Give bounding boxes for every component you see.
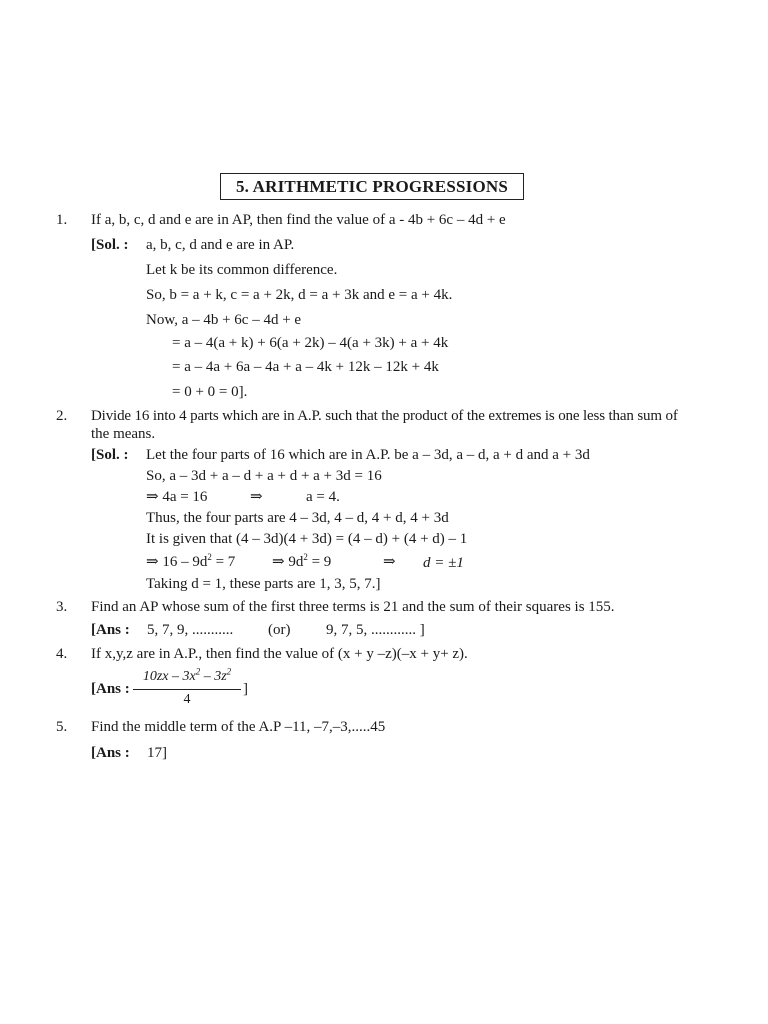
q1-sol-line-6: = a – 4a + 6a – 4a + a – 4k + 12k – 12k + 4k (172, 359, 439, 375)
q5-question: Find the middle term of the A.P –11, –7,–3,.....45 (91, 719, 386, 735)
q2-sol-line-6-implies: ⇒ (383, 554, 396, 570)
q3-number: 3. (56, 599, 68, 615)
q2-question-line-2: the means. (91, 426, 156, 442)
q2-sol-line-4: Thus, the four parts are 4 – 3d, 4 – d, 4 + d, 4 + 3d (146, 510, 449, 526)
q1-question: If a, b, c, d and e are in AP, then find the value of a - 4b + 6c – 4d + e (91, 212, 506, 228)
chapter-title: 5. ARITHMETIC PROGRESSIONS (235, 177, 509, 196)
q1-sol-label: [Sol. : (91, 237, 129, 253)
q2-sol-line-6b (272, 553, 331, 571)
q2-sol-line-7: Taking d = 1, these parts are 1, 3, 5, 7.] (146, 576, 381, 592)
q2-sol-line-5: It is given that (4 – 3d)(4 + 3d) = (4 – d) + (4 + d) – 1 (146, 531, 468, 547)
q2-number: 2. (56, 408, 68, 424)
q2-eq-part-2: = 7 (211, 554, 236, 570)
q2-sol-line-1: Let the four parts of 16 which are in A.P. be a – 3d, a – d, a + d and a + 3d (146, 447, 590, 463)
q2-sol-line-2: So, a – 3d + a – d + a + d + a + 3d = 16 (146, 468, 382, 484)
q3-ans-label: [Ans : (91, 622, 130, 638)
q2-square-2: 2 (303, 552, 308, 562)
q4-fraction-bar (133, 689, 241, 690)
q2-square-1: 2 (207, 552, 212, 562)
q5-ans-label: [Ans : (91, 745, 130, 761)
q5-ans-value: 17] (147, 745, 167, 761)
q3-question: Find an AP whose sum of the first three terms is 21 and the sum of their squares is 155. (91, 599, 615, 615)
q4-fraction-numerator (133, 668, 241, 686)
q2-sol-line-3-implies: ⇒ (250, 489, 263, 505)
q4-fraction-denominator: 4 (183, 692, 191, 707)
q3-ans-first: 5, 7, 9, ........... (147, 622, 234, 638)
q4-number: 4. (56, 646, 68, 662)
q4-ans-close: ] (243, 681, 248, 697)
q1-sol-line-1: a, b, c, d and e are in AP. (146, 237, 295, 253)
q1-number: 1. (56, 212, 68, 228)
q5-number: 5. (56, 719, 68, 735)
q4-num-part-2: – 3z (200, 669, 227, 684)
q3-ans-second: 9, 7, 5, ............ ] (326, 622, 425, 638)
q4-num-square-1: 2 (195, 666, 201, 677)
q2-sol-line-3a: ⇒ 4a = 16 (146, 489, 208, 505)
q2-sol-label: [Sol. : (91, 447, 129, 463)
q3-ans-or: (or) (268, 622, 291, 638)
q1-sol-line-5: = a – 4(a + k) + 6(a + 2k) – 4(a + 3k) + a + 4k (172, 335, 449, 351)
q4-num-square-2: 2 (226, 666, 232, 677)
q2-sol-line-6a (146, 553, 235, 571)
q1-sol-line-2: Let k be its common difference. (146, 262, 338, 278)
chapter-title-box (220, 173, 524, 200)
q4-answer-fraction (133, 668, 241, 710)
q1-sol-line-3: So, b = a + k, c = a + 2k, d = a + 3k and e = a + 4k. (146, 287, 453, 303)
q2-eq-part-3: ⇒ 9d (272, 554, 304, 570)
q1-sol-line-4: Now, a – 4b + 6c – 4d + e (146, 312, 302, 328)
q2-question-line-1: Divide 16 into 4 parts which are in A.P. such that the product of the extremes is one less than sum of (91, 408, 678, 424)
q4-num-part-1: 10zx – 3x (142, 669, 196, 684)
q4-ans-label: [Ans : (91, 681, 130, 697)
q2-eq-part-4: = 9 (307, 554, 332, 570)
q2-sol-line-3c: a = 4. (306, 489, 340, 505)
q2-eq-part-1: ⇒ 16 – 9d (146, 554, 208, 570)
q1-sol-line-7: = 0 + 0 = 0]. (172, 384, 248, 400)
q4-question: If x,y,z are in A.P., then find the value of (x + y –z)(–x + y+ z). (91, 646, 468, 662)
q2-sol-line-6-result: d = ±1 (423, 555, 464, 571)
